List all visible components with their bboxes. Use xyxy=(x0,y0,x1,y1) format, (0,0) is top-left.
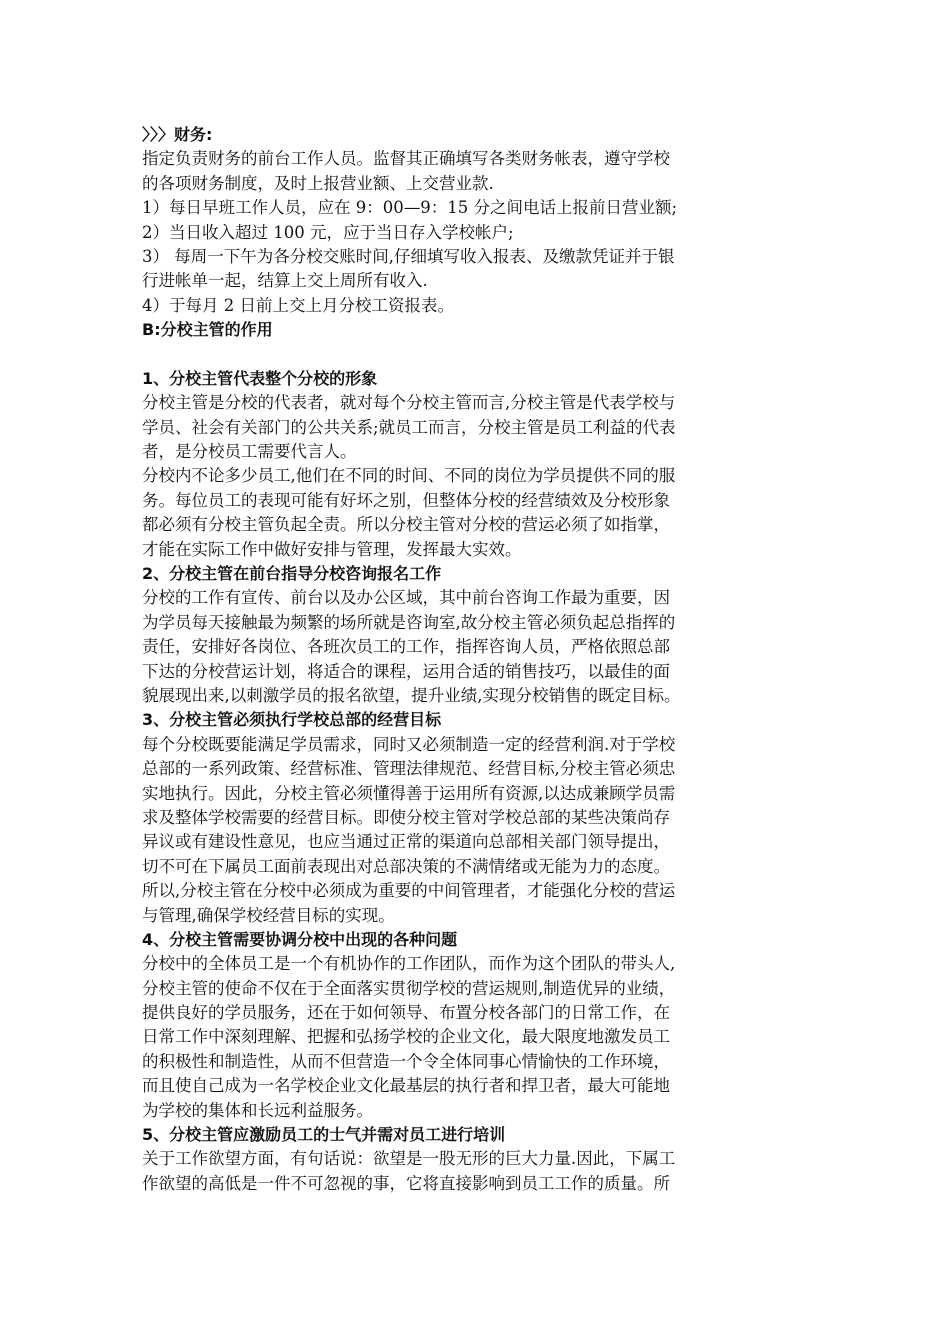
section-heading: 4、分校主管需要协调分校中出现的各种问题 xyxy=(142,929,458,949)
finance-item: 行进帐单一起，结算上交上周所有收入. xyxy=(142,271,428,291)
paragraph-line: 分校的工作有宣传、前台以及办公区域，其中前台咨询工作最为重要，因 xyxy=(142,588,670,608)
finance-item: 4）于每月 2 日前上交上月分校工资报表。 xyxy=(142,295,454,315)
paragraph-line: 责任，安排好各岗位、各班次员工的工作，指挥咨询人员，严格依照总部 xyxy=(142,637,670,657)
section-heading: 1、分校主管代表整个分校的形象 xyxy=(142,368,378,388)
paragraph-line: 分校中的全体员工是一个有机协作的工作团队，而作为这个团队的带头人, xyxy=(142,954,676,974)
section-heading: 2、分校主管在前台指导分校咨询报名工作 xyxy=(142,564,442,584)
finance-item: 3） 每周一下午为各分校交账时间,仔细填写收入报表、及缴款凭证并于银 xyxy=(142,246,675,266)
paragraph-line: 与管理,确保学校经营目标的实现。 xyxy=(142,905,395,925)
paragraph-line: 下达的分校营运计划，将适合的课程，运用合适的销售技巧，以最佳的面 xyxy=(142,661,670,681)
finance-heading: 〉〉〉财务: xyxy=(142,125,213,144)
paragraph-line: 务。每位员工的表现可能有好坏之别，但整体分校的经营绩效及分校形象 xyxy=(142,490,670,510)
paragraph-line: 分校主管的使命不仅在于全面落实贯彻学校的营运规则,制造优异的业绩， xyxy=(142,978,676,998)
section-heading: 5、分校主管应激励员工的士气并需对员工进行培训 xyxy=(142,1125,506,1145)
paragraph-line: 学员、社会有关部门的公共关系;就员工而言，分校主管是员工利益的代表 xyxy=(142,417,676,437)
paragraph-line: 者，是分校员工需要代言人。 xyxy=(142,442,357,462)
paragraph-line: 都必须有分校主管负起全责。所以分校主管对分校的营运必须了如指掌， xyxy=(142,515,670,535)
paragraph-line: 总部的一系列政策、经营标准、管理法律规范、经营目标,分校主管必须忠 xyxy=(142,759,676,779)
finance-intro-line: 指定负责财务的前台工作人员。监督其正确填写各类财务帐表，遵守学校 xyxy=(142,149,670,169)
paragraph-line: 作欲望的高低是一件不可忽视的事，它将直接影响到员工工作的质量。所 xyxy=(142,1173,670,1193)
finance-item: 2）当日收入超过 100 元，应于当日存入学校帐户; xyxy=(142,222,514,242)
finance-intro-line: 的各项财务制度，及时上报营业额、上交营业款. xyxy=(142,173,494,193)
paragraph-line: 提供良好的学员服务，还在于如何领导、布置分校各部门的日常工作，在 xyxy=(142,1003,670,1023)
blank-line xyxy=(142,343,810,367)
paragraph-line: 分校内不论多少员工,他们在不同的时间、不同的岗位为学员提供不同的服 xyxy=(142,466,676,486)
paragraph-line: 而且使自己成为一名学校企业文化最基层的执行者和捍卫者，最大可能地 xyxy=(142,1076,670,1096)
section-heading: 3、分校主管必须执行学校总部的经营目标 xyxy=(142,710,442,730)
paragraph-line: 求及整体学校需要的经营目标。即使分校主管对学校总部的某些决策尚存 xyxy=(142,807,670,827)
paragraph-line: 貌展现出来,以刺激学员的报名欲望，提升业绩,实现分校销售的既定目标。 xyxy=(142,685,681,705)
paragraph-line: 每个分校既要能满足学员需求，同时又必须制造一定的经营利润.对于学校 xyxy=(142,734,676,754)
paragraph-line: 的积极性和制造性，从而不但营造一个令全体同事心情愉快的工作环境， xyxy=(142,1051,670,1071)
section-b-heading: B:分校主管的作用 xyxy=(142,320,273,340)
paragraph-line: 日常工作中深刻理解、把握和弘扬学校的企业文化，最大限度地激发员工 xyxy=(142,1027,670,1047)
document-page xyxy=(142,123,810,1196)
paragraph-line: 异议或有建设性意见，也应当通过正常的渠道向总部相关部门领导提出， xyxy=(142,832,670,852)
paragraph-line: 所以,分校主管在分校中必须成为重要的中间管理者，才能强化分校的营运 xyxy=(142,881,676,901)
paragraph-line: 为学校的集体和长远利益服务。 xyxy=(142,1100,373,1120)
paragraph-line: 才能在实际工作中做好安排与管理，发挥最大实效。 xyxy=(142,539,522,559)
paragraph-line: 关于工作欲望方面，有句话说：欲望是一股无形的巨大力量.因此，下属工 xyxy=(142,1149,676,1169)
paragraph-line: 切不可在下属员工面前表现出对总部决策的不满情绪或无能为力的态度。 xyxy=(142,856,670,876)
paragraph-line: 为学员每天接触最为频繁的场所就是咨询室,故分校主管必须负起总指挥的 xyxy=(142,612,676,632)
paragraph-line: 实地执行。因此，分校主管必须懂得善于运用所有资源,以达成兼顾学员需 xyxy=(142,783,676,803)
paragraph-line: 分校主管是分校的代表者，就对每个分校主管而言,分校主管是代表学校与 xyxy=(142,393,676,413)
finance-item: 1）每日早班工作人员，应在 9：00—9：15 分之间电话上报前日营业额; xyxy=(142,198,678,218)
